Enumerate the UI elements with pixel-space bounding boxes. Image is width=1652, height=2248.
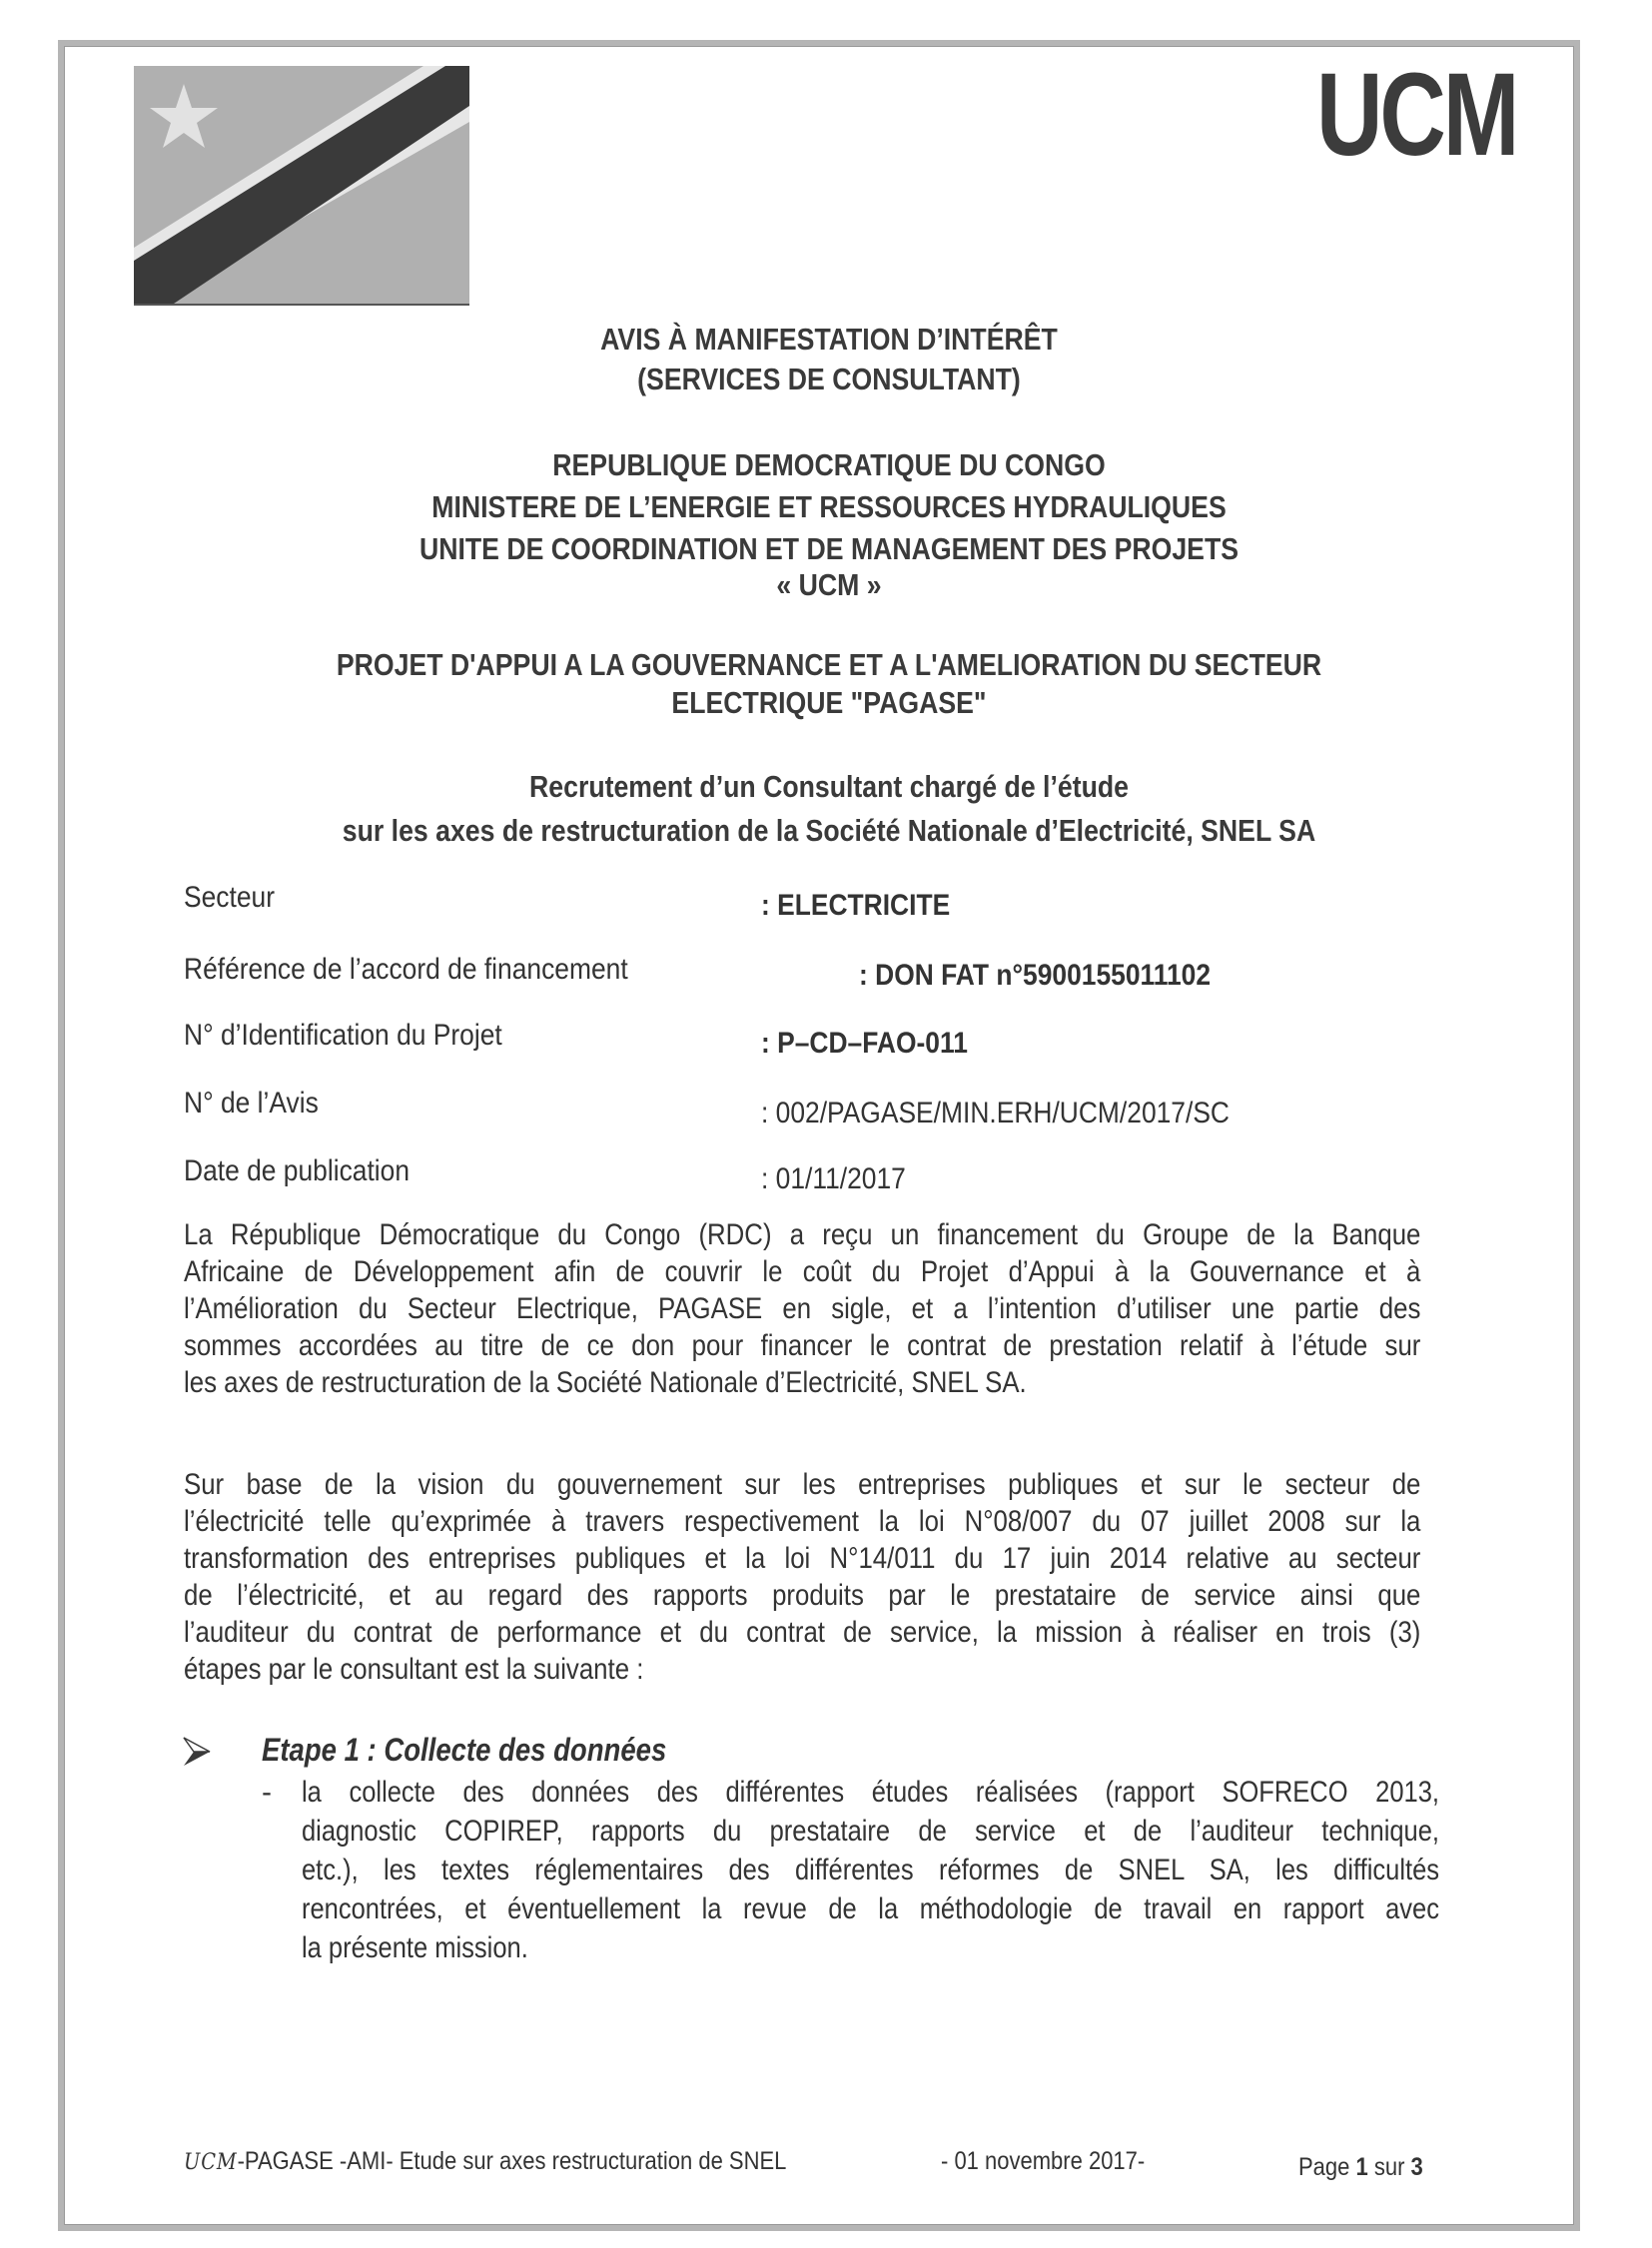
ucm-logo: UCM xyxy=(1316,49,1517,181)
footer-ucm-script: UCM xyxy=(184,2150,238,2175)
paragraph-line: l’électricité telle qu’exprimée à travers respectivement la loi N°08/007 du 07 juillet 2008 sur la xyxy=(184,1505,1421,1538)
arrow-bullet-icon xyxy=(182,1736,212,1768)
meta-label: Secteur xyxy=(184,881,275,914)
country-heading: REPUBLIQUE DEMOCRATIQUE DU CONGO xyxy=(552,447,1106,482)
paragraph-line: étapes par le consultant est la suivante : xyxy=(184,1653,644,1686)
footer-page-number xyxy=(1298,2153,1423,2182)
page-current: 1 xyxy=(1355,2153,1368,2181)
subject-line1: Recrutement d’un Consultant chargé de l’étude xyxy=(529,769,1129,804)
notice-subtitle: (SERVICES DE CONSULTANT) xyxy=(637,362,1021,396)
meta-label: N° d’Identification du Projet xyxy=(184,1019,502,1052)
paragraph-line: sommes accordées au titre de ce don pour financer le contrat de prestation relatif à l’étude sur xyxy=(184,1329,1421,1362)
meta-value: : ELECTRICITE xyxy=(761,889,951,922)
footer-ref-text: -PAGASE -AMI- Etude sur axes restructuration de SNEL xyxy=(237,2147,787,2175)
bullet-line: rencontrées, et éventuellement la revue de la méthodologie de travail en rapport avec xyxy=(302,1892,1439,1925)
page-total: 3 xyxy=(1410,2153,1423,2181)
paragraph-line: Africaine de Développement afin de couvrir le coût du Projet d’Appui à la Gouvernance et à xyxy=(184,1255,1421,1288)
meta-value: : 002/PAGASE/MIN.ERH/UCM/2017/SC xyxy=(761,1097,1231,1129)
unit-heading: UNITE DE COORDINATION ET DE MANAGEMENT DES PROJETS xyxy=(418,531,1239,566)
paragraph-line: l’Amélioration du Secteur Electrique, PAGASE en sigle, et a l’intention d’utiliser une partie des xyxy=(184,1292,1421,1325)
page-prefix: Page xyxy=(1298,2153,1356,2181)
meta-value: : P–CD–FAO-011 xyxy=(761,1027,968,1060)
footer-doc-ref xyxy=(184,2147,786,2176)
bullet-line: la présente mission. xyxy=(302,1931,528,1964)
meta-value: : DON FAT n°5900155011102 xyxy=(859,959,1212,992)
step-1-bullet xyxy=(302,1773,1439,1967)
meta-value: : 01/11/2017 xyxy=(761,1162,906,1195)
footer-date: - 01 novembre 2017- xyxy=(941,2147,1146,2175)
ministry-heading: MINISTERE DE L’ENERGIE ET RESSOURCES HYDRAULIQUES xyxy=(431,489,1227,524)
project-title-line2: ELECTRIQUE "PAGASE" xyxy=(671,685,987,720)
project-title-line1: PROJET D'APPUI A LA GOUVERNANCE ET A L'AMELIORATION DU SECTEUR xyxy=(336,647,1322,682)
intro-paragraph xyxy=(184,1216,1420,1401)
bullet-line: etc.), les textes réglementaires des différentes réformes de SNEL SA, les difficultés xyxy=(302,1854,1439,1886)
bullet-line: diagnostic COPIREP, rapports du prestataire de service et de l’auditeur technique, xyxy=(302,1815,1439,1848)
meta-label: Date de publication xyxy=(184,1154,411,1187)
paragraph-line: La République Démocratique du Congo (RDC) a reçu un financement du Groupe de la Banque xyxy=(184,1218,1421,1251)
paragraph-line: transformation des entreprises publiques et la loi N°14/011 du 17 juin 2014 relative au secteur xyxy=(184,1542,1421,1575)
subject-line2: sur les axes de restructuration de la Société Nationale d’Electricité, SNEL SA xyxy=(342,813,1316,848)
paragraph-line: Sur base de la vision du gouvernement sur les entreprises publiques et sur le secteur de xyxy=(184,1468,1421,1501)
bullet-line: la collecte des données des différentes études réalisées (rapport SOFRECO 2013, xyxy=(302,1776,1439,1809)
meta-label: N° de l’Avis xyxy=(184,1087,319,1120)
mission-paragraph xyxy=(184,1466,1420,1688)
bullet-dash: - xyxy=(262,1776,272,1809)
paragraph-line: de l’électricité, et au regard des rapports produits par le prestataire de service ainsi que xyxy=(184,1579,1421,1612)
paragraph-line: les axes de restructuration de la Société Nationale d’Electricité, SNEL SA. xyxy=(184,1366,1027,1399)
page-mid: sur xyxy=(1367,2153,1411,2181)
drc-flag-icon xyxy=(134,66,469,306)
meta-label: Référence de l’accord de financement xyxy=(184,953,628,986)
paragraph-line: l’auditeur du contrat de performance et du contrat de service, la mission à réaliser en trois (3) xyxy=(184,1616,1421,1649)
notice-title: AVIS À MANIFESTATION D’INTÉRÊT xyxy=(600,322,1058,357)
step-1-title: Etape 1 : Collecte des données xyxy=(262,1732,667,1768)
unit-acronym: « UCM » xyxy=(776,567,882,602)
